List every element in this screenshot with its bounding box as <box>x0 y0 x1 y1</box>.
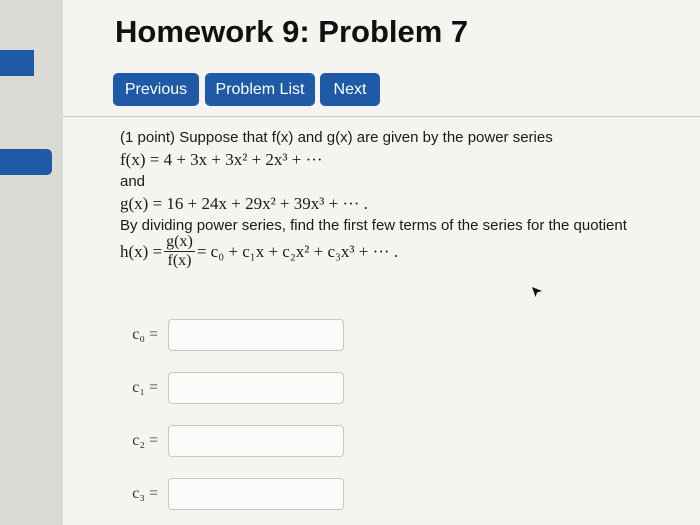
h-lhs: h(x) = <box>120 241 163 261</box>
h-denominator: f(x) <box>167 252 192 269</box>
c0-label: c₀ = <box>132 326 158 343</box>
problem-intro: (1 point) Suppose that f(x) and g(x) are given by the power series <box>120 129 553 146</box>
sidebar-tab-active[interactable] <box>0 149 52 175</box>
h-rhs: = c₀ + c₁x + c₂x² + c₃x³ + ··· . <box>196 241 399 261</box>
f-series: f(x) = 4 + 3x + 3x² + 2x³ + ··· <box>120 150 323 169</box>
problem-list-button[interactable]: Problem List <box>205 73 315 106</box>
answer-row-c2 <box>120 424 344 458</box>
previous-button[interactable]: Previous <box>113 73 199 106</box>
header-divider <box>63 116 700 117</box>
c0-input[interactable] <box>168 319 344 351</box>
left-sidebar <box>0 0 63 525</box>
c2-input[interactable] <box>168 425 344 457</box>
answer-row-c1 <box>120 371 344 405</box>
next-button[interactable]: Next <box>320 73 380 106</box>
h-numerator: g(x) <box>166 233 193 250</box>
answer-row-c3 <box>120 477 344 511</box>
page-title: Homework 9: Problem 7 <box>115 14 469 49</box>
and-text: and <box>120 173 146 190</box>
h-equation <box>120 233 398 270</box>
h-fraction <box>164 233 195 270</box>
c1-input[interactable] <box>168 372 344 404</box>
answer-row-c0 <box>120 318 344 352</box>
g-series: g(x) = 16 + 24x + 29x² + 39x³ + ··· . <box>120 194 368 213</box>
c2-label: c₂ = <box>132 432 158 449</box>
problem-instruction: By dividing power series, find the first few terms of the series for the quotient <box>120 217 627 234</box>
sidebar-tab-top[interactable] <box>0 50 34 76</box>
c1-label: c₁ = <box>132 379 158 396</box>
c3-input[interactable] <box>168 478 344 510</box>
c3-label: c₃ = <box>132 485 158 502</box>
mouse-pointer-icon <box>530 285 544 299</box>
